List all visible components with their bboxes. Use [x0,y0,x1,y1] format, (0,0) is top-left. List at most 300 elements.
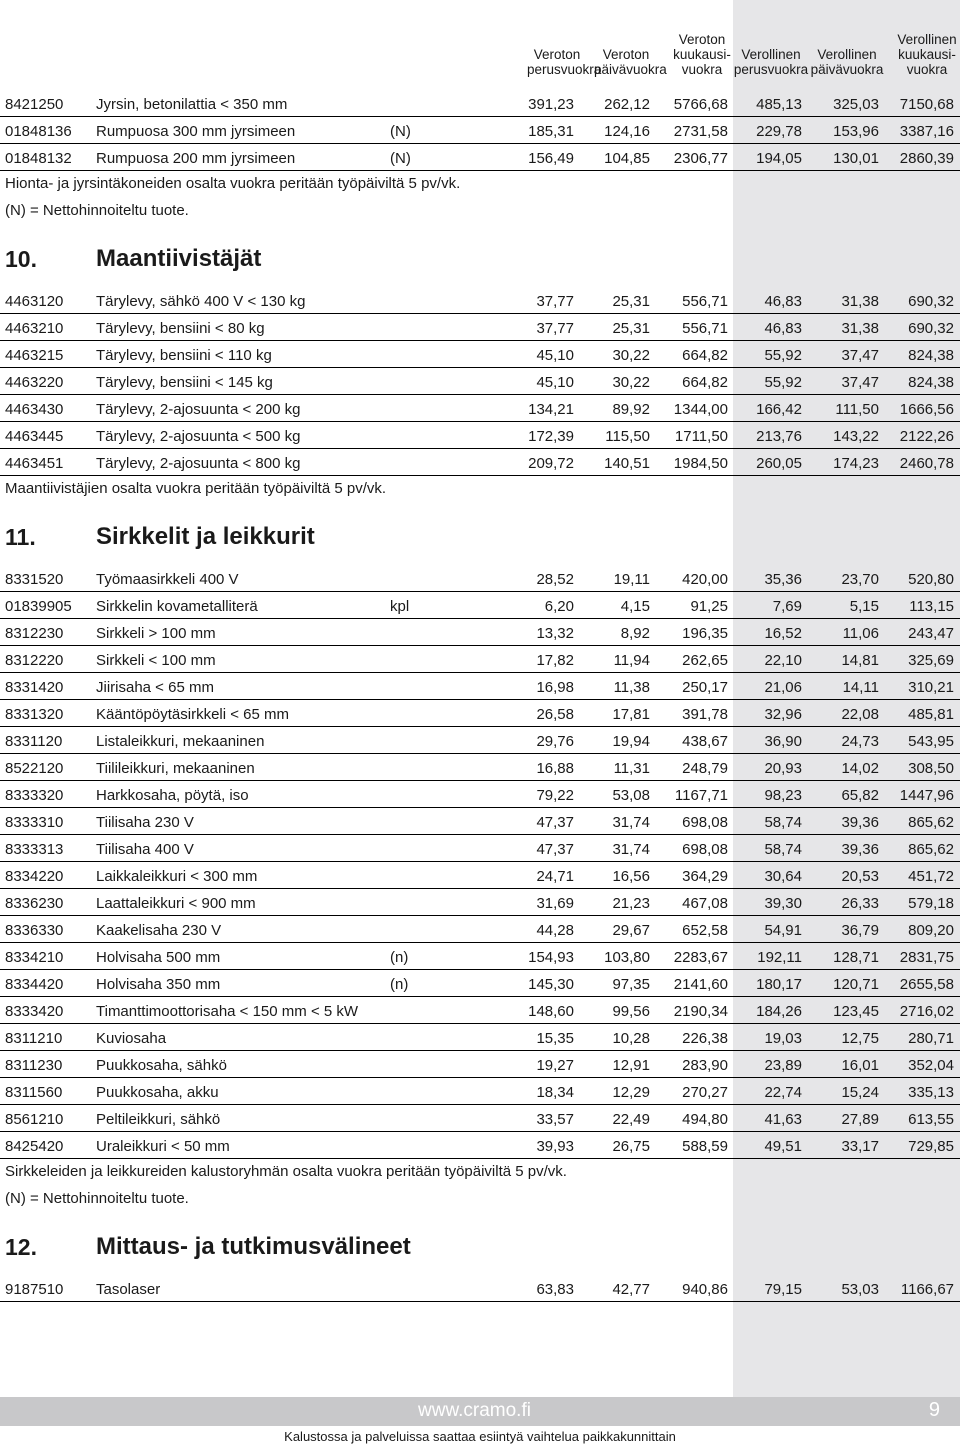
price-cell: 22,08 [841,706,879,723]
section-number: 11. [5,524,36,550]
header-veroton-perusvuokra: Veroton perusvuokra [527,47,602,77]
price-cell: 153,96 [833,123,879,140]
price-cell: 391,78 [682,706,728,723]
price-cell: 22,49 [612,1111,650,1128]
price-cell: 613,55 [908,1111,954,1128]
price-cell: 28,52 [536,571,574,588]
price-cell: 243,47 [908,625,954,642]
price-cell: 19,27 [536,1057,574,1074]
product-code: 4463445 [5,428,64,445]
table-row [0,997,960,1024]
price-cell: 270,27 [682,1084,728,1101]
product-name: Rumpuosa 200 mm jyrsimeen [96,150,296,167]
table-row [0,1132,960,1159]
footnote: (N) = Nettohinnoiteltu tuote. [5,202,189,219]
header-veroton-paivavuokra: Veroton päivävuokra [594,47,667,77]
product-name: Harkkosaha, pöytä, iso [96,787,249,804]
price-cell: 22,74 [764,1084,802,1101]
price-cell: 865,62 [908,841,954,858]
product-code: 8331120 [5,733,63,750]
price-cell: 192,11 [757,949,802,966]
price-cell: 283,90 [682,1057,728,1074]
table-row [0,862,960,889]
table-row [0,144,960,171]
price-cell: 19,03 [764,1030,802,1047]
price-cell: 262,65 [682,652,728,669]
price-cell: 79,22 [536,787,574,804]
section-title: Mittaus- ja tutkimusvälineet [96,1233,411,1260]
table-row [0,592,960,619]
price-cell: 14,11 [842,679,879,696]
price-cell: 128,71 [833,949,879,966]
price-cell: 5766,68 [673,96,728,113]
product-code: 8331520 [5,571,64,588]
product-name: Tärylevy, sähkö 400 V < 130 kg [96,293,306,310]
product-code: 8311230 [5,1057,63,1074]
table-row [0,422,960,449]
price-cell: 26,75 [612,1138,650,1155]
product-name: Kääntöpöytäsirkkeli < 65 mm [96,706,290,723]
product-name: Listaleikkuri, mekaaninen [96,733,265,750]
product-name: Työmaasirkkeli 400 V [96,571,239,588]
price-cell: 1666,56 [899,401,954,418]
price-cell: 26,58 [536,706,574,723]
price-cell: 33,57 [536,1111,574,1128]
price-cell: 698,08 [682,841,728,858]
price-cell: 33,17 [841,1138,879,1155]
product-unit: kpl [390,598,410,615]
price-cell: 248,79 [682,760,728,777]
product-code: 8334210 [5,949,64,966]
price-cell: 19,11 [613,571,650,588]
price-cell: 47,37 [536,814,574,831]
product-name: Tärylevy, bensiini < 145 kg [96,374,273,391]
product-code: 4463220 [5,374,64,391]
price-cell: 485,13 [756,96,802,113]
price-cell: 91,25 [690,598,728,615]
price-cell: 335,13 [908,1084,954,1101]
product-name: Sirkkelin kovametalliterä [96,598,258,615]
price-cell: 588,59 [682,1138,728,1155]
table-row [0,619,960,646]
product-unit: (N) [390,123,411,140]
row-divider [0,475,960,476]
price-cell: 209,72 [528,455,574,472]
price-cell: 16,56 [612,868,650,885]
price-cell: 213,76 [756,428,802,445]
price-cell: 664,82 [682,374,728,391]
price-cell: 39,93 [536,1138,574,1155]
product-code: 8334220 [5,868,64,885]
table-row [0,943,960,970]
price-cell: 1711,50 [674,428,728,445]
price-cell: 21,23 [612,895,650,912]
price-cell: 180,17 [756,976,802,993]
price-cell: 17,81 [612,706,650,723]
product-code: 4463215 [5,347,64,364]
price-cell: 391,23 [528,96,574,113]
price-cell: 36,79 [841,922,879,939]
table-row [0,1105,960,1132]
product-code: 8331420 [5,679,64,696]
product-code: 8311560 [5,1084,63,1101]
price-cell: 31,38 [841,293,879,310]
price-cell: 21,06 [764,679,802,696]
product-name: Jyrsin, betonilattia < 350 mm [96,96,288,113]
table-row [0,700,960,727]
price-cell: 166,42 [756,401,802,418]
page-number: 9 [928,1399,940,1421]
product-code: 8311210 [5,1030,63,1047]
product-code: 8561210 [5,1111,64,1128]
price-cell: 15,24 [841,1084,879,1101]
price-cell: 809,20 [908,922,954,939]
price-cell: 36,90 [764,733,802,750]
price-cell: 262,12 [604,96,650,113]
product-name: Jiirisaha < 65 mm [96,679,214,696]
product-name: Tärylevy, bensiini < 80 kg [96,320,265,337]
price-cell: 6,20 [544,598,574,615]
product-name: Timanttimoottorisaha < 150 mm < 5 kW [96,1003,359,1020]
table-row [0,341,960,368]
price-cell: 14,02 [841,760,879,777]
price-cell: 352,04 [908,1057,954,1074]
price-cell: 2190,34 [673,1003,728,1020]
price-cell: 2860,39 [899,150,954,167]
price-cell: 5,15 [849,598,879,615]
product-name: Sirkkeli > 100 mm [96,625,216,642]
product-name: Uraleikkuri < 50 mm [96,1138,230,1155]
price-cell: 698,08 [682,814,728,831]
price-cell: 494,80 [682,1111,728,1128]
price-cell: 20,93 [764,760,802,777]
product-code: 4463210 [5,320,64,337]
table-row [0,1024,960,1051]
product-name: Puukkosaha, sähkö [96,1057,227,1074]
price-cell: 39,36 [841,841,879,858]
price-cell: 49,51 [764,1138,802,1155]
table-row [0,395,960,422]
product-code: 8334420 [5,976,64,993]
price-cell: 652,58 [682,922,728,939]
price-cell: 325,03 [833,96,879,113]
price-cell: 13,32 [536,625,574,642]
product-code: 8336230 [5,895,64,912]
price-cell: 130,01 [833,150,879,167]
price-cell: 44,28 [536,922,574,939]
price-cell: 325,69 [908,652,954,669]
header-verollinen-kuukausivuokra: Verollinen kuukausi- vuokra [897,32,957,77]
price-cell: 940,86 [682,1281,728,1298]
price-cell: 3387,16 [899,123,954,140]
price-cell: 143,22 [833,428,879,445]
price-cell: 55,92 [764,347,802,364]
price-cell: 2283,67 [673,949,728,966]
price-cell: 103,80 [604,949,650,966]
table-row [0,449,960,476]
product-name: Tärylevy, bensiini < 110 kg [96,347,272,364]
price-cell: 184,26 [756,1003,802,1020]
price-cell: 99,56 [612,1003,650,1020]
price-cell: 45,10 [536,374,574,391]
product-unit: (N) [390,150,411,167]
price-cell: 308,50 [908,760,954,777]
product-name: Rumpuosa 300 mm jyrsimeen [96,123,296,140]
price-cell: 134,21 [528,401,574,418]
table-row [0,368,960,395]
price-cell: 26,33 [841,895,879,912]
product-code: 8333310 [5,814,64,831]
price-cell: 824,38 [908,347,954,364]
price-cell: 16,98 [536,679,574,696]
price-cell: 229,78 [756,123,802,140]
price-cell: 37,77 [536,293,574,310]
price-cell: 42,77 [612,1281,650,1298]
price-cell: 2306,77 [673,150,728,167]
price-cell: 22,10 [764,652,802,669]
price-cell: 65,82 [841,787,879,804]
price-cell: 46,83 [764,320,802,337]
footnote: Maantiivistäjien osalta vuokra peritään työpäiviltä 5 pv/vk. [5,480,387,497]
price-cell: 30,22 [612,347,650,364]
price-cell: 37,47 [841,347,879,364]
price-cell: 174,23 [833,455,879,472]
price-cell: 485,81 [908,706,954,723]
product-name: Tärylevy, 2-ajosuunta < 500 kg [96,428,301,445]
table-row [0,565,960,592]
product-name: Holvisaha 500 mm [96,949,221,966]
price-cell: 17,82 [536,652,574,669]
table-row [0,646,960,673]
price-cell: 824,38 [908,374,954,391]
footnote: Hionta- ja jyrsintäkoneiden osalta vuokra peritään työpäiviltä 5 pv/vk. [5,175,461,192]
product-code: 8333420 [5,1003,64,1020]
price-cell: 12,29 [612,1084,650,1101]
price-cell: 154,93 [528,949,574,966]
price-cell: 865,62 [908,814,954,831]
price-cell: 11,38 [613,679,650,696]
table-row [0,673,960,700]
price-cell: 690,32 [908,320,954,337]
product-name: Tasolaser [96,1281,161,1298]
product-code: 8333313 [5,841,64,858]
price-cell: 23,89 [764,1057,802,1074]
product-code: 8331320 [5,706,64,723]
product-code: 8425420 [5,1138,64,1155]
price-cell: 12,91 [612,1057,650,1074]
price-cell: 2460,78 [899,455,954,472]
product-name: Laattaleikkuri < 900 mm [96,895,256,912]
price-cell: 194,05 [756,150,802,167]
price-cell: 520,80 [908,571,954,588]
price-cell: 1344,00 [673,401,728,418]
product-name: Tiilileikkuri, mekaaninen [96,760,255,777]
table-row [0,287,960,314]
product-code: 8312220 [5,652,64,669]
price-cell: 420,00 [682,571,728,588]
table-row [0,1051,960,1078]
price-cell: 2655,58 [899,976,954,993]
price-cell: 30,64 [764,868,802,885]
table-row [0,781,960,808]
price-cell: 156,49 [528,150,574,167]
price-cell: 63,83 [536,1281,574,1298]
product-code: 01848132 [5,150,72,167]
price-cell: 53,08 [612,787,650,804]
section-title: Sirkkelit ja leikkurit [96,523,315,550]
price-cell: 12,75 [841,1030,879,1047]
price-cell: 2122,26 [899,428,954,445]
price-cell: 690,32 [908,293,954,310]
price-cell: 46,83 [764,293,802,310]
product-name: Kaakelisaha 230 V [96,922,222,939]
product-name: Laikkaleikkuri < 300 mm [96,868,258,885]
table-row [0,808,960,835]
price-cell: 58,74 [764,841,802,858]
table-row [0,970,960,997]
product-code: 4463120 [5,293,64,310]
table-row [0,835,960,862]
price-cell: 140,51 [604,455,650,472]
price-cell: 145,30 [528,976,574,993]
price-cell: 25,31 [612,293,650,310]
product-name: Kuviosaha [96,1030,167,1047]
price-cell: 54,91 [764,922,802,939]
price-cell: 7,69 [772,598,802,615]
price-cell: 2141,60 [673,976,728,993]
price-cell: 53,03 [841,1281,879,1298]
price-cell: 4,15 [620,598,650,615]
price-cell: 15,35 [536,1030,574,1047]
product-name: Tärylevy, 2-ajosuunta < 200 kg [96,401,301,418]
price-cell: 467,08 [682,895,728,912]
price-cell: 196,35 [682,625,728,642]
product-code: 8336330 [5,922,64,939]
price-cell: 31,69 [536,895,574,912]
price-cell: 113,15 [909,598,954,615]
product-name: Peltileikkuri, sähkö [96,1111,221,1128]
product-code: 9187510 [5,1281,64,1298]
price-cell: 364,29 [682,868,728,885]
price-cell: 98,23 [764,787,802,804]
section-title: Maantiivistäjät [96,245,262,272]
price-cell: 39,36 [841,814,879,831]
product-name: Tärylevy, 2-ajosuunta < 800 kg [96,455,301,472]
row-divider [0,1301,960,1302]
price-cell: 115,50 [605,428,650,445]
price-cell: 79,15 [764,1281,802,1298]
price-cell: 18,34 [536,1084,574,1101]
row-divider [0,1158,960,1159]
price-cell: 556,71 [682,293,728,310]
table-row [0,727,960,754]
product-unit: (n) [390,976,409,993]
price-cell: 37,47 [841,374,879,391]
price-cell: 124,16 [604,123,650,140]
product-name: Sirkkeli < 100 mm [96,652,216,669]
footer-bar [0,1397,960,1426]
price-cell: 451,72 [908,868,954,885]
table-row [0,314,960,341]
price-cell: 104,85 [604,150,650,167]
price-cell: 8,92 [620,625,650,642]
price-cell: 1166,67 [900,1281,954,1298]
product-unit: (n) [390,949,409,966]
product-code: 4463430 [5,401,64,418]
price-cell: 111,50 [835,401,879,418]
table-row [0,117,960,144]
header-verollinen-paivavuokra: Verollinen päivävuokra [810,47,884,77]
product-name: Holvisaha 350 mm [96,976,221,993]
price-cell: 16,01 [841,1057,879,1074]
table-row [0,916,960,943]
section-number: 12. [5,1234,37,1260]
price-cell: 310,21 [908,679,954,696]
price-cell: 1984,50 [673,455,728,472]
price-cell: 16,52 [764,625,802,642]
table-row [0,90,960,117]
price-cell: 89,92 [612,401,650,418]
price-cell: 29,67 [612,922,650,939]
price-cell: 45,10 [536,347,574,364]
price-cell: 11,94 [613,652,650,669]
price-cell: 11,31 [613,760,650,777]
price-cell: 24,71 [536,868,574,885]
footer-website-link[interactable]: www.cramo.fi [418,1400,531,1421]
product-name: Puukkosaha, akku [96,1084,219,1101]
price-cell: 438,67 [682,733,728,750]
product-code: 01839905 [5,598,72,615]
product-code: 8312230 [5,625,64,642]
footnote: Sirkkeleiden ja leikkureiden kalustoryhmän osalta vuokra peritään työpäiviltä 5 pv/vk. [5,1163,567,1180]
price-cell: 41,63 [764,1111,802,1128]
product-name: Tiilisaha 230 V [96,814,194,831]
price-cell: 55,92 [764,374,802,391]
price-cell: 148,60 [528,1003,574,1020]
price-cell: 23,70 [841,571,879,588]
price-cell: 10,28 [612,1030,650,1047]
product-code: 8421250 [5,96,64,113]
table-row [0,889,960,916]
product-code: 4463451 [5,455,64,472]
price-cell: 97,35 [612,976,650,993]
price-cell: 579,18 [908,895,954,912]
price-cell: 35,36 [764,571,802,588]
price-cell: 47,37 [536,841,574,858]
price-cell: 250,17 [682,679,728,696]
price-cell: 1167,71 [674,787,728,804]
row-divider [0,170,960,171]
price-cell: 260,05 [756,455,802,472]
price-cell: 30,22 [612,374,650,391]
price-cell: 2831,75 [899,949,954,966]
section-number: 10. [5,246,37,272]
product-code: 8333320 [5,787,64,804]
price-cell: 7150,68 [899,96,954,113]
table-row [0,1275,960,1302]
price-cell: 39,30 [764,895,802,912]
table-row [0,754,960,781]
price-cell: 185,31 [528,123,574,140]
price-cell: 19,94 [612,733,650,750]
price-cell: 27,89 [841,1111,879,1128]
price-cell: 123,45 [833,1003,879,1020]
price-cell: 31,38 [841,320,879,337]
price-cell: 226,38 [682,1030,728,1047]
price-cell: 37,77 [536,320,574,337]
column-header-row [0,0,960,80]
price-cell: 2716,02 [899,1003,954,1020]
